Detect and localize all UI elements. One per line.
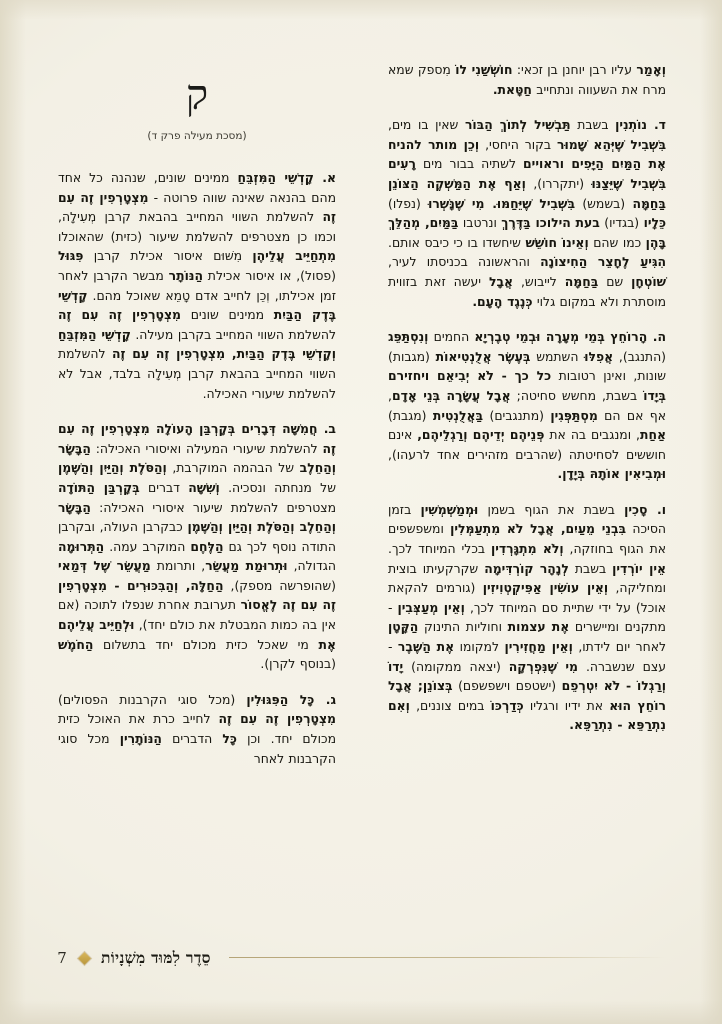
right-column-body [388, 60, 666, 735]
mishnah-term: חַטָּאת. [492, 81, 532, 97]
mishnah-term: תַּבְשִׁיל לְתוֹךְ הַבּוֹר [464, 117, 571, 133]
mishnah-commentary: מי שאכל כזית מכולם יחד בתשלום [93, 636, 319, 652]
mishnah-term: וְשִׁשָּׁה [188, 479, 220, 495]
mishnah-commentary: למקומו [454, 639, 505, 655]
mishnah-term: פִּגּוּל [58, 248, 84, 264]
text-columns [56, 60, 666, 900]
mishnah-term: בעת הילוכו בַּדֶּרֶךְ [501, 215, 600, 231]
mishnah-commentary: (יתקררו), [525, 175, 592, 191]
mishnah-commentary: (יצאה ממקומה) [403, 658, 509, 674]
mishnah-hey [388, 327, 666, 484]
mishnah-term: מִסְתַּפְּגִין [550, 407, 598, 423]
mishnah-commentary: , ותרומת [150, 558, 206, 574]
mishnah-commentary: המוקרב עמה. [104, 538, 191, 554]
mishnah-term: מִתְחַיֵּיב עֲלֵיהֶן [252, 248, 337, 264]
mishnah-commentary: דברים [139, 479, 189, 495]
mishnah-term: וְאֵין מְעַצְּבִין [397, 599, 465, 615]
mishnah-commentary: את ידיו ורגליו [523, 697, 610, 713]
mishnah-term: וּלְחַיֵּיב עֲלֵיהֶם אֶת [58, 617, 336, 652]
mishnah-term: הַקָּטָן [388, 619, 419, 635]
mishnah-commentary: , ומנגבים בה את [544, 427, 640, 443]
mishnah-commentary: , אף אם הם [388, 387, 666, 423]
mishnah-term: בַּחַמָּה [564, 273, 599, 289]
mishnah-commentary: מצטרפים להשלמת שיעור איסורי האכילה: [90, 499, 336, 515]
mishnah-term: א. [313, 170, 336, 185]
mishnah-term: וּתְרוּמַת מַעֲשֵׂר [205, 558, 288, 574]
mishnah-term: מִצְטָרְפִין זֶה עִם זֶה [58, 189, 336, 225]
mishnah-commentary: וחוליות התינוק [418, 619, 508, 635]
mishnah-term: הַלֶּחֶם [190, 538, 224, 554]
mishnah-term: הַתְּרוּמָה [58, 538, 105, 554]
mishnah-term: קָדְשֵׁי הַמִּזְבֵּחַ וְקָדְשֵׁי בֶּדֶק הַבַּיִת, מִצְטָרְפִין זֶה עִם זֶה [58, 326, 336, 362]
mishnah-commentary: כבקרבן העולה, ובקרבן התודה נוסף לכך גם [58, 519, 336, 554]
mishnah-commentary: של הבהמה המוקרבת, [166, 460, 300, 476]
mishnah-commentary: (בגדיו) [599, 215, 644, 231]
mishnah-term: כָּל הַפִּגּוּלִין [246, 691, 315, 707]
mishnah-term: וְנִסְתַּפֵּג [388, 329, 429, 345]
mishnah-term: כְּנֶגֶד הָעָם. [472, 293, 533, 309]
mishnah-commentary: (מכל סוגי הקרבנות הפסולים) [58, 691, 247, 707]
mishnah-term: הַבָּשָׂר וְהַחֵלֶב [58, 440, 336, 476]
mishnah-commentary: להשלמת השווי המחייב בהבאת קרבן מְעִילָה בלבד, אבל לא להשלמת שיעורי האכילה. [58, 346, 336, 401]
mishnah-continuation [388, 60, 666, 99]
mishnah-term: מִי שֶׁנִּפְרְקָה [508, 658, 578, 674]
page-footer [0, 938, 722, 968]
mishnah-term: וְאֵין מַחֲזִירִין [504, 639, 573, 655]
mishnah-commentary: הגדולה, [287, 558, 336, 574]
mishnah-term: אֲבָל [488, 273, 514, 289]
mishnah-commentary: שיחשדו בו כי כיבס אותם. [388, 234, 526, 250]
mishnah-term: הַבָּשָׂר וְהַחֵלֶב וְהַסֹּלֶת וְהַיַּיִן וְהַשֶּׁמֶן [58, 499, 336, 535]
mishnah-commentary: בכלי המיוחד לכך. [388, 541, 491, 557]
mishnah-dalet [388, 115, 666, 311]
mishnah-commentary: כמו שהם [588, 234, 646, 250]
chapter-source-reference: (מסכת מעילה פרק ד) [147, 130, 247, 142]
mishnah-term: בִּבְנֵי מֵעַיִם, אֲבָל לֹא מִתְעַמְּלִין [450, 521, 627, 537]
mishnah-term: וּמְבִיאִין אוֹתָהּ בְּיָדָן. [557, 466, 666, 482]
mishnah-commentary: לאחר יום לידתו, [572, 639, 667, 655]
mishnah-term: חוֹשְׁשַׁנִי לוֹ [455, 62, 513, 77]
mishnah-term: וְאֵין עוֹשִׂין אַפִּיקְטְוִיזִין [482, 580, 609, 596]
mishnah-term: הָרוֹחֵץ בְּמֵי מְעָרָה וּבְמֵי טְבֶרְיָא [474, 329, 648, 345]
mishnah-term: ה. [647, 329, 667, 345]
mishnah-term: מַעֲשֵׂר שֶׁל דְּמַאי [58, 558, 151, 574]
mishnah-commentary: (בנוסף לקרן). [260, 656, 336, 672]
mishnah-commentary: לחייב כרת את האוכל כזית מכולם יחד. וכן [58, 711, 337, 747]
mishnah-term: וְאִם נִתְרַפֵּא - נִתְרַפֵּא. [388, 697, 666, 733]
mishnah-commentary: (התנגב), [613, 348, 667, 364]
footer-divider-rule [229, 957, 666, 958]
mishnah-term: וְאֵינוֹ חוֹשֵׁשׁ [525, 234, 589, 250]
mishnah-commentary: (נפלו) [388, 195, 429, 211]
mishnah-commentary: בשבת [568, 560, 613, 576]
mishnah-commentary: (גורמים להקאת אוכל) על ידי שתיית סם המיוחד לכך, [388, 580, 667, 615]
mishnah-commentary: (פסול), או איסור אכילת [202, 267, 337, 283]
mishnah-bet [58, 419, 336, 674]
mishnah-term: ד. [646, 117, 666, 133]
mishnah-commentary: (מתנגבים) [483, 407, 551, 423]
mishnah-term: ג. [314, 691, 337, 707]
mishnah-commentary: של מנחתה ונסכיה. [219, 479, 336, 495]
mishnah-commentary: ומשפשפים את הגוף בחוזקה, [388, 521, 666, 557]
mishnah-commentary: (בשמש) [575, 195, 633, 211]
mishnah-commentary: (שהופרשה מספק), [223, 577, 337, 593]
mishnah-term: הַחֹמֶשׁ [58, 636, 94, 652]
mishnah-commentary: להשלמת השווי המחייב בהבאת קרבן מְעִילָה, וכמו כן מצטרפים להשלמת שיעור (כזית) שהאוכלו [58, 209, 336, 244]
right-text-column [388, 60, 666, 900]
mishnah-commentary: עליו רבן יוחנן בן זכאי: [512, 62, 637, 77]
mishnah-term: בְּצוֹנֵן; אֲבָל רוֹחֵץ הוּא [388, 678, 667, 713]
mishnah-term: מִצְטָרְפִין זֶה עִם זֶה [58, 307, 182, 323]
mishnah-term: וְלֹא מִתְגָּרְדִין [490, 541, 564, 557]
mishnah-commentary: - עצם שנשברה. [388, 639, 666, 674]
mishnah-commentary: לשתיה בבור מים [415, 156, 524, 172]
mishnah-commentary: להשלמת השווי המחייב בקרבן מעילה. [130, 326, 336, 342]
mishnah-term: כָּל [222, 731, 237, 747]
mishnah-term: בְּעֶשֶׂר אֲלֻנְטִיאוֹת [435, 348, 531, 364]
page-number: 7 [57, 949, 67, 967]
mishnah-commentary: אינם חוששים לסחיטתה (שהרבים מזהירים אחד לרעהו), [388, 427, 666, 462]
mishnah-commentary: הדברים [161, 731, 223, 747]
mishnah-term: וּמְמַשְׁמְשִׁין [420, 501, 479, 517]
mishnah-commentary: והראשונה בכניסתו לעיר, [388, 254, 541, 270]
mishnah-term: שׁוֹטְחָן [631, 273, 666, 289]
mishnah-commentary: בקור היחסי, [479, 136, 558, 152]
diamond-ornament-icon [78, 952, 91, 965]
mishnah-commentary: מכל סוגי הקרבנות לאחר [58, 731, 336, 766]
mishnah-commentary: תערובת אחרת שנפלו לתוכה (אם אין בה כמות המבטלת את כולם יחד), [58, 597, 336, 633]
mishnah-commentary: להשלמת שיעורי המעילה ואיסורי האכילה: [90, 440, 323, 456]
mishnah-term: ו. [647, 501, 666, 517]
mishnah-term: לְנָהָר קוֹרְדִּימָה [484, 560, 569, 576]
mishnah-term: אֵין יוֹרְדִין [612, 560, 666, 576]
mishnah-commentary: מִשּׁוּם איסור אכילת קרבן [83, 248, 253, 264]
mishnah-term: אֶת עצמות [507, 619, 570, 635]
mishnah-term: קָדְשֵׁי הַמִּזְבֵּחַ [237, 170, 314, 185]
mishnah-commentary: במים צוננים, [409, 697, 491, 713]
mishnah-term: בְּקָרְבַּן הַתּוֹדָה [58, 479, 140, 495]
mishnah-commentary: בשבת, מחשש סחיטה; [510, 387, 644, 403]
mishnah-commentary: שקרקעיתו בוצית ומחליקה, [388, 560, 666, 596]
mishnah-commentary: (מגבות) שונות, ואינן רטובות [388, 348, 666, 384]
mishnah-term: כֵּלָיו [643, 215, 666, 231]
mishnah-commentary: (ישטפם וישפשפם) [452, 678, 562, 694]
mishnah-term: וְאָמַר [636, 62, 667, 77]
mishnah-term: סָכִין [624, 501, 648, 517]
mishnah-commentary: שאין בו מים, [388, 117, 465, 133]
mishnah-term: בִּשְׁבִיל שֶׁיֵּחַמּוּ. מִי שֶׁנָּשְׁרוּ [428, 195, 576, 211]
mishnah-commentary: מבשר הקרבן לאחר זמן אכילתו, וְכֵן לחייב אדם טָמֵא שאוכל מהם. [58, 267, 336, 303]
mishnah-commentary: ממינים שונים [181, 307, 274, 323]
mishnah-term: ב. [317, 421, 336, 437]
mishnah-commentary: בזמן הסיכה [388, 501, 666, 537]
left-column-body [58, 168, 336, 768]
mishnah-term: חֲמִשָּׁה דְּבָרִים בְּקָרְבַּן הָעוֹלָה מִצְטָרְפִין זֶה עִם זֶה [58, 421, 336, 456]
mishnah-term: יָדוֹ וְרַגְלוֹ - לֹא יִטְרְפֵם [388, 658, 666, 694]
mishnah-commentary: בשבת [570, 117, 616, 133]
mishnah-alef [58, 168, 336, 403]
mishnah-gimel [58, 690, 336, 768]
mishnah-commentary: השתמש [530, 348, 585, 364]
mishnah-commentary: ונרטבו [458, 215, 502, 231]
mishnah-term: וְכֵן מותר להניח אֶת הַמַּיִם הַיָּפִים וראויים [388, 136, 666, 172]
mishnah-term: מִצְטָרְפִין זֶה עִם זֶה [218, 711, 336, 727]
mishnah-term: קָדְשֵׁי בֶּדֶק הַבַּיִת [58, 287, 336, 323]
mishnah-term: אֲפִלּוּ [584, 348, 614, 364]
mishnah-term: אֶת הַשֶּׁבֶר [397, 639, 455, 655]
left-text-column [58, 60, 336, 900]
mishnah-commentary: בשבת את הגוף בשמן [478, 501, 625, 517]
mishnah-term: כְּדַרְכּוֹ [490, 697, 524, 713]
mishnah-term: וְאַף אֶת הַמַּשְׁקֶה הַצּוֹנֵן בַּחַמָּה [388, 175, 666, 211]
mishnah-term: בַּאֲלֻנְטִית [432, 407, 484, 423]
mishnah-term: נוֹתְנִין [615, 117, 647, 133]
mishnah-term: כל כך - לֹא יְבִיאֵם ויחזירם בְּיָדוֹ [388, 368, 666, 403]
footer-book-title: סֵדֶר לִמּוּד מִשְׁנָיוֹת [101, 948, 211, 967]
mishnah-commentary: שם [598, 273, 632, 289]
mishnah-term: הַנּוֹתָרִין [119, 731, 162, 747]
mishnah-term: הִגִּיעַ לֶחָצֵר הַחִיצוֹנָה [540, 254, 666, 270]
mishnah-term: הַחַלָּה, וְהַבִּכּוּרִים - מִצְטָרְפִין זֶה עִם זֶה לֶאֱסוֹר [58, 577, 336, 613]
chapter-letter: ק [185, 70, 209, 119]
mishnah-term: אַחַת [639, 427, 666, 443]
mishnah-commentary: לייבוש, [513, 273, 565, 289]
mishnah-term: רָעִים בִּשְׁבִיל שֶׁיֵּצַנּוּ [388, 156, 666, 191]
mishnah-term: פְּנֵיהֶם יְדֵיהֶם וְרַגְלֵיהֶם, [417, 427, 545, 443]
mishnah-commentary: (מגבת) [388, 407, 433, 423]
mishnah-commentary: יעשה זאת בזווית מוסתרת ולא במקום גלוי [388, 273, 666, 309]
mishnah-vav [388, 500, 666, 735]
mishnah-term: בִּשְׁבִיל שֶׁיְּהֵא שָׁמוּר [557, 136, 666, 152]
chapter-heading [58, 60, 336, 142]
mishnah-term: הַנּוֹתָר [168, 267, 203, 283]
mishnah-commentary: החמים [428, 329, 475, 345]
mishnah-commentary: מִספק שמא מרח את השעווה ונתחייב [388, 62, 666, 97]
mishnah-term: אֲבָל עֲשָׂרָה בְּנֵי אָדָם [391, 387, 511, 403]
mishnah-commentary: ממינים שונים, שנהנה כל אחד מהם בהנאה שאינה שווה פרוטה - [58, 170, 336, 205]
mishnah-commentary: - מתקנים ומיישרים [388, 599, 666, 635]
mishnah-term: בַּמַּיִם, מְהַלֵּךְ בָּהֶן [388, 215, 666, 250]
mishnah-term: וְהַסֹּלֶת וְהַיַּיִן וְהַשֶּׁמֶן [58, 460, 167, 476]
